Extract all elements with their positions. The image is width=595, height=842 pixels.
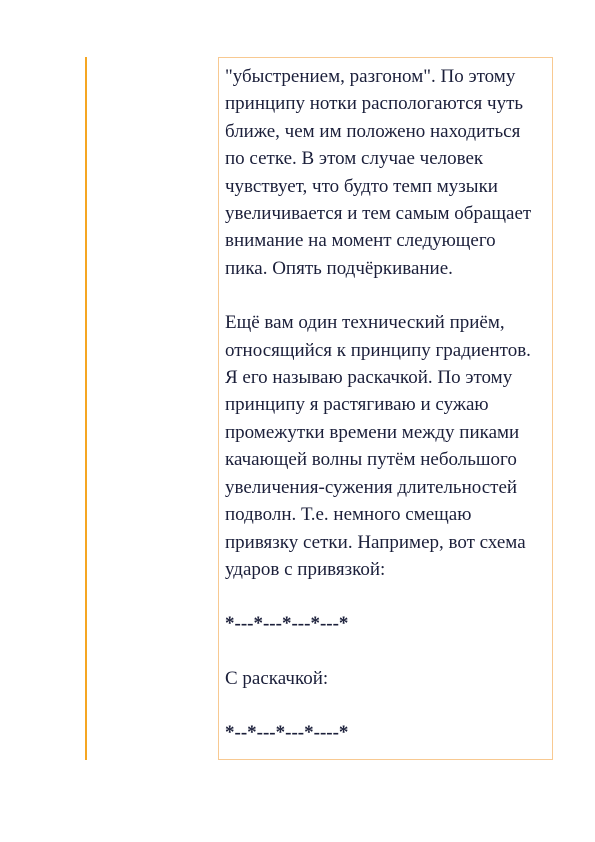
margin-rule bbox=[85, 57, 87, 760]
paragraph-acceleration: "убыстрением, разгоном". По этому принципу нотки распологаются чуть ближе, чем им положено находиться по сетке. В этом случае человек чувствует, что будто темп музыки увеличивается и тем самым обращает внимание на момент следующего пика. Опять подчёркивание. bbox=[225, 66, 532, 279]
paragraph-gap bbox=[225, 638, 544, 665]
beat-schema-grid: *---*---*---*---* bbox=[225, 613, 349, 635]
paragraph-swing-technique: Ещё вам один технический приём, относящийся к принципу градиентов. Я его называю раскачкой. По этому принципу я растягиваю и сужаю промежутки времени между пиками качающей волны путём небольшого увеличения-сужения длительностей подволн. Т.е. немного смещаю привязку сетки. Например, вот схема ударов с привязкой: bbox=[225, 312, 531, 580]
paragraph-gap bbox=[225, 282, 544, 309]
beat-schema-swing: *--*---*---*----* bbox=[225, 722, 349, 744]
paragraph-swing-label: С раскачкой: bbox=[225, 667, 329, 689]
paragraph-gap bbox=[225, 692, 544, 719]
text-frame bbox=[218, 57, 553, 760]
paragraph-gap bbox=[225, 583, 544, 610]
